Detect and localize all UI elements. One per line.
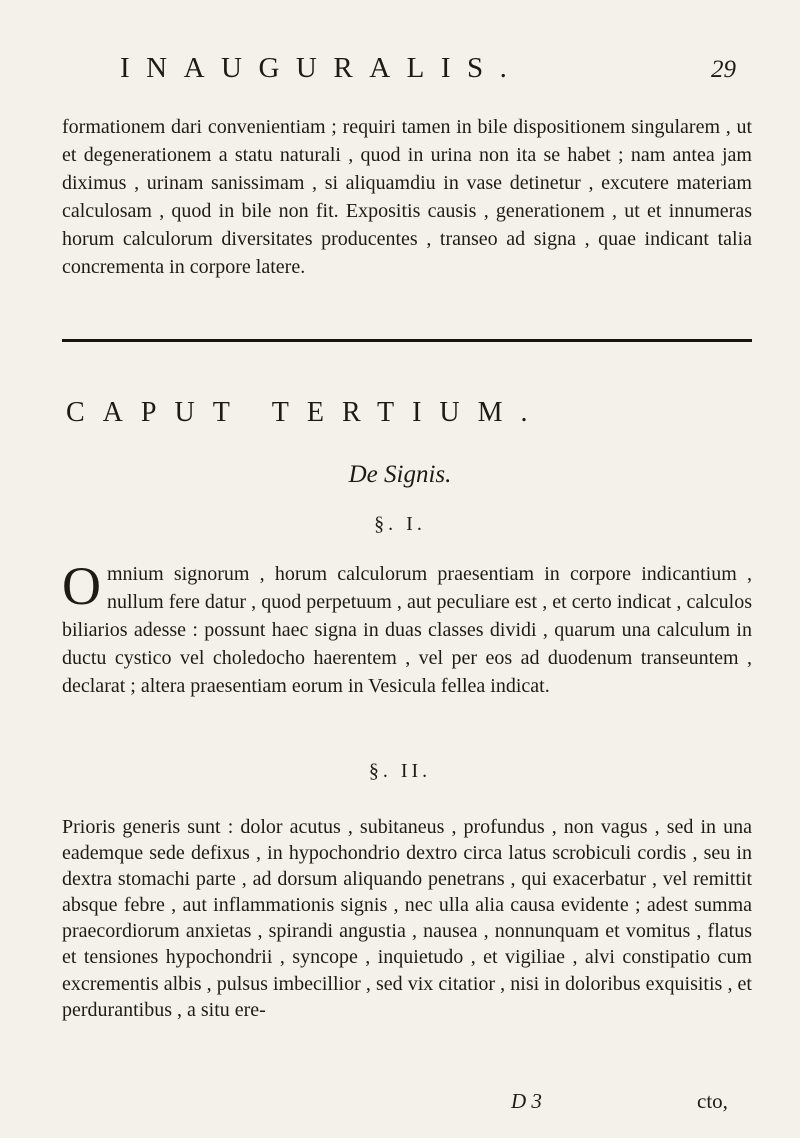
dropcap-letter: O [62, 556, 101, 616]
chapter-title: CAPUT TERTIUM. [66, 397, 546, 428]
running-head [120, 48, 740, 88]
chapter-subtitle: De Signis. [348, 461, 452, 488]
catchword: cto, [697, 1089, 728, 1113]
page-number: 29 [711, 56, 736, 83]
section-mark-one: §. I. [374, 513, 426, 535]
printer-signature: D 3 [511, 1089, 542, 1113]
chapter-divider-rule [62, 339, 752, 342]
intro-paragraph: formationem dari convenientiam ; requiri tamen in bile dispositionem singularem , ut et degenerationem a statu naturali , quod in urina non ita se habet ; nam antea jam diximus , urinam sanissimam , si aliquamdiu in vase detinetur , excutere materiam calculosam , quod in bile non fit. Expositis causis , generationem , ut et innumeras horum calculorum diversitates producentes , transeo ad signa , quae indicant talia concrementa in corpore latere. [62, 116, 752, 278]
running-title: INAUGURALIS. [120, 52, 524, 84]
section-one-text: mnium signorum , horum calculorum praesentiam in corpore indicantium , nullum fere datur , quod perpetuum , aut peculiare est , et certo indicat , calculos biliarios adesse : possunt haec signa in duas classes dividi , quarum una calculum in ductu cystico vel choledocho haerentem , vel per eos ad duodenum transeuntem , declarat ; altera praesentiam eorum in Vesicula fellea indicat. [62, 563, 752, 697]
section-mark-two: §. II. [368, 760, 432, 782]
section-two-paragraph: Prioris generis sunt : dolor acutus , subitaneus , profundus , non vagus , sed in una eademque sede defixus , in hypochondrio dextro circa latus scrobiculi cordis , seu in dextra stomachi parte , ad dorsum aliquando penetrans , qui exacerbatur , vel remittit absque febre , aut inflammationis signis , nec ulla alia causa evidente ; adest summa praecordiorum anxietas , spirandi angustia , nausea , nonnunquam et vomitus , flatus et tensiones hypochondrii , syncope , inquietudo , et vigiliae , alvi constipatio cum excrementis albis , pulsus imbecillior , sed vix citatior , nisi in doloribus exquisitis , et perdurantibus , a situ ere- [62, 816, 752, 1021]
section-one-paragraph [62, 556, 752, 700]
